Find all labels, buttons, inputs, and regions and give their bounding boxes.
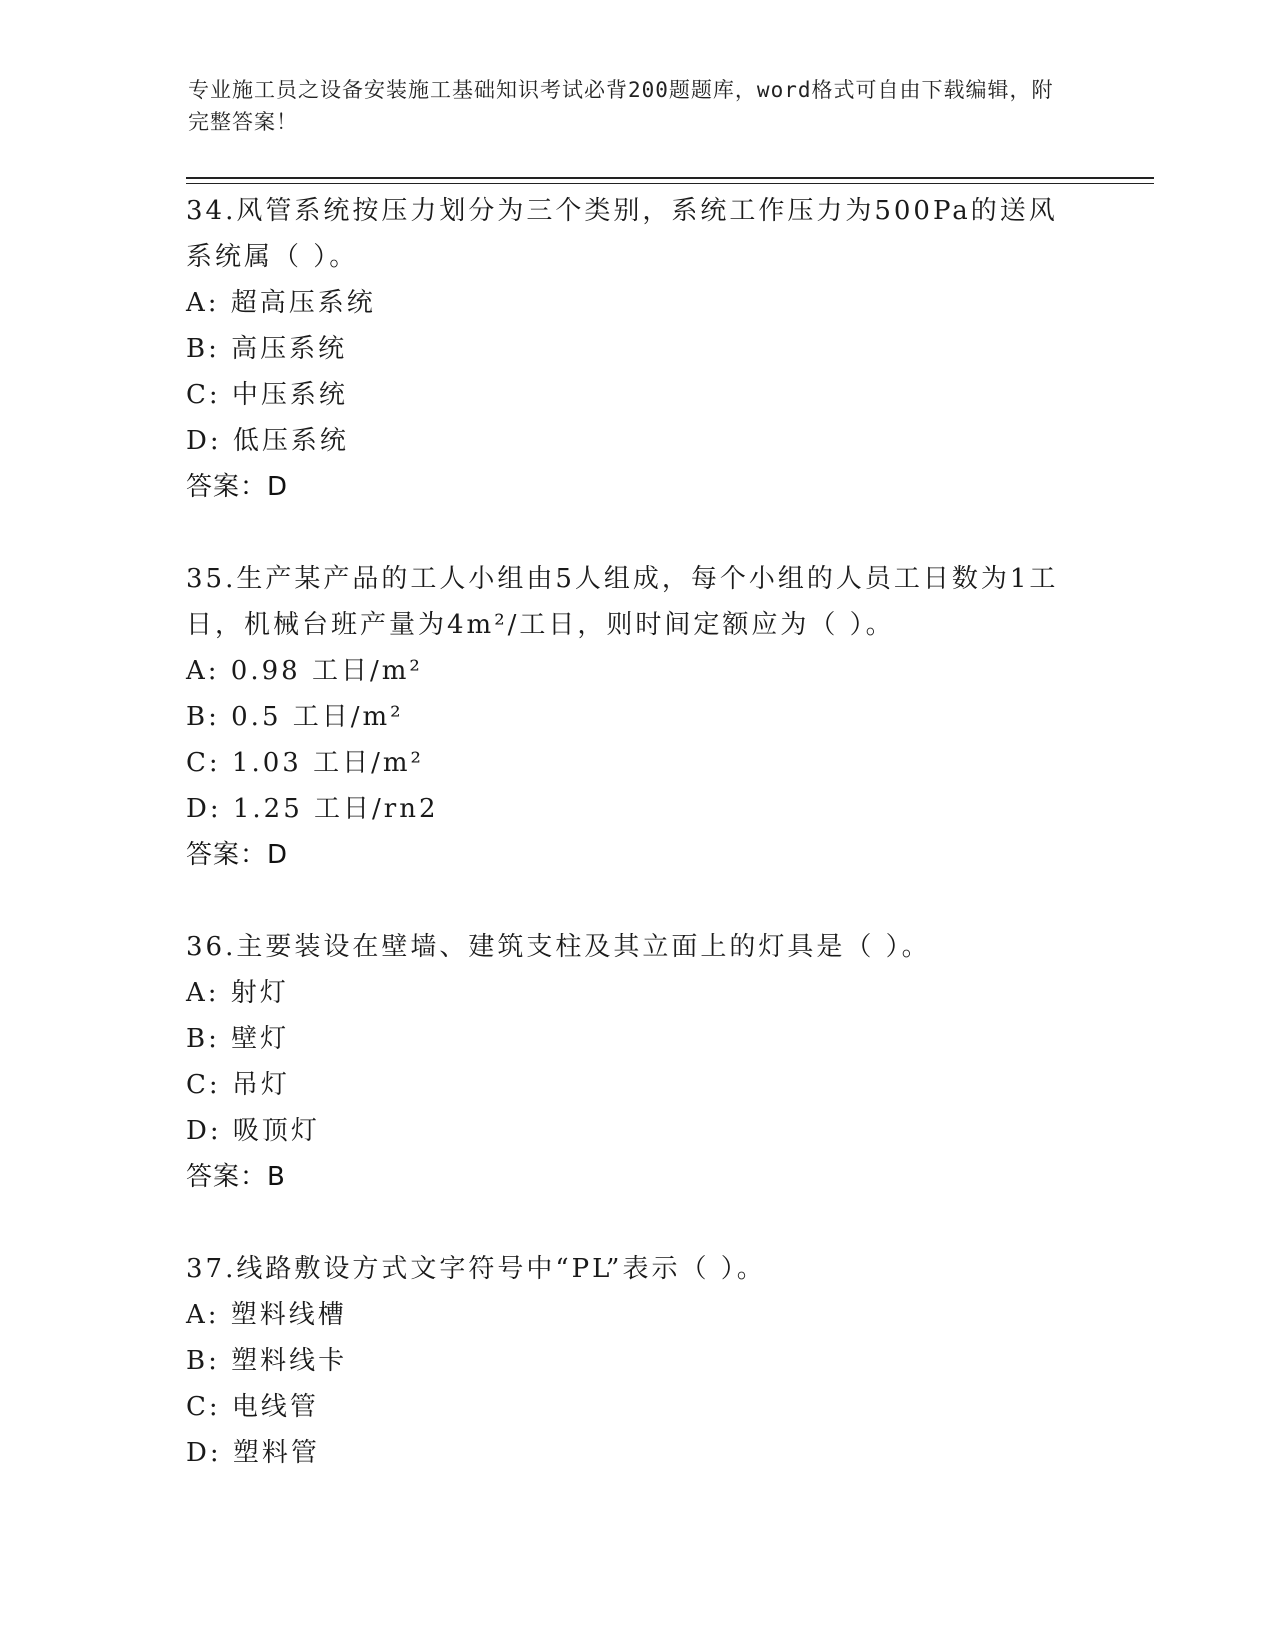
option-c: C: 吊灯 [186,1070,290,1100]
option-d: D: 低压系统 [186,426,349,456]
option-b: B: 塑料线卡 [186,1346,348,1376]
answer: 答案：B [186,1162,286,1192]
question-text: 37.线路敷设方式文字符号中“PL”表示（ ）。 [186,1254,766,1284]
document-header: 专业施工员之设备安装施工基础知识考试必背200题题库，word格式可自由下载编辑，附完整答案！ [188,78,1054,134]
option-a: A: 塑料线槽 [186,1300,347,1330]
option-c: C: 中压系统 [186,380,348,410]
option-d: D: 吸顶灯 [186,1116,320,1146]
option-a: A: 超高压系统 [186,288,376,318]
header-divider-thick [186,177,1154,179]
option-a: A: 0.98 工日/m² [186,656,423,686]
option-d: D: 塑料管 [186,1438,320,1468]
option-d: D: 1.25 工日/rn2 [186,794,439,824]
option-c: C: 电线管 [186,1392,319,1422]
option-b: B: 壁灯 [186,1024,290,1054]
question-37 [186,1246,1086,1476]
option-c: C: 1.03 工日/m² [186,748,424,778]
header-divider-thin [186,183,1154,184]
option-b: B: 高压系统 [186,334,348,364]
question-34 [186,188,1086,510]
answer: 答案：D [186,472,289,502]
answer: 答案：D [186,840,289,870]
question-36 [186,924,1086,1200]
question-text: 35.生产某产品的工人小组由5人组成，每个小组的人员工日数为1工日，机械台班产量为4m²/工日，则时间定额应为（ ）。 [186,564,1059,640]
question-text: 34.风管系统按压力划分为三个类别，系统工作压力为500Pa的送风系统属（ ）。 [186,196,1058,272]
question-list [186,188,1086,1522]
option-a: A: 射灯 [186,978,289,1008]
question-text: 36.主要装设在壁墙、建筑支柱及其立面上的灯具是（ ）。 [186,932,931,962]
option-b: B: 0.5 工日/m² [186,702,404,732]
question-35 [186,556,1086,878]
